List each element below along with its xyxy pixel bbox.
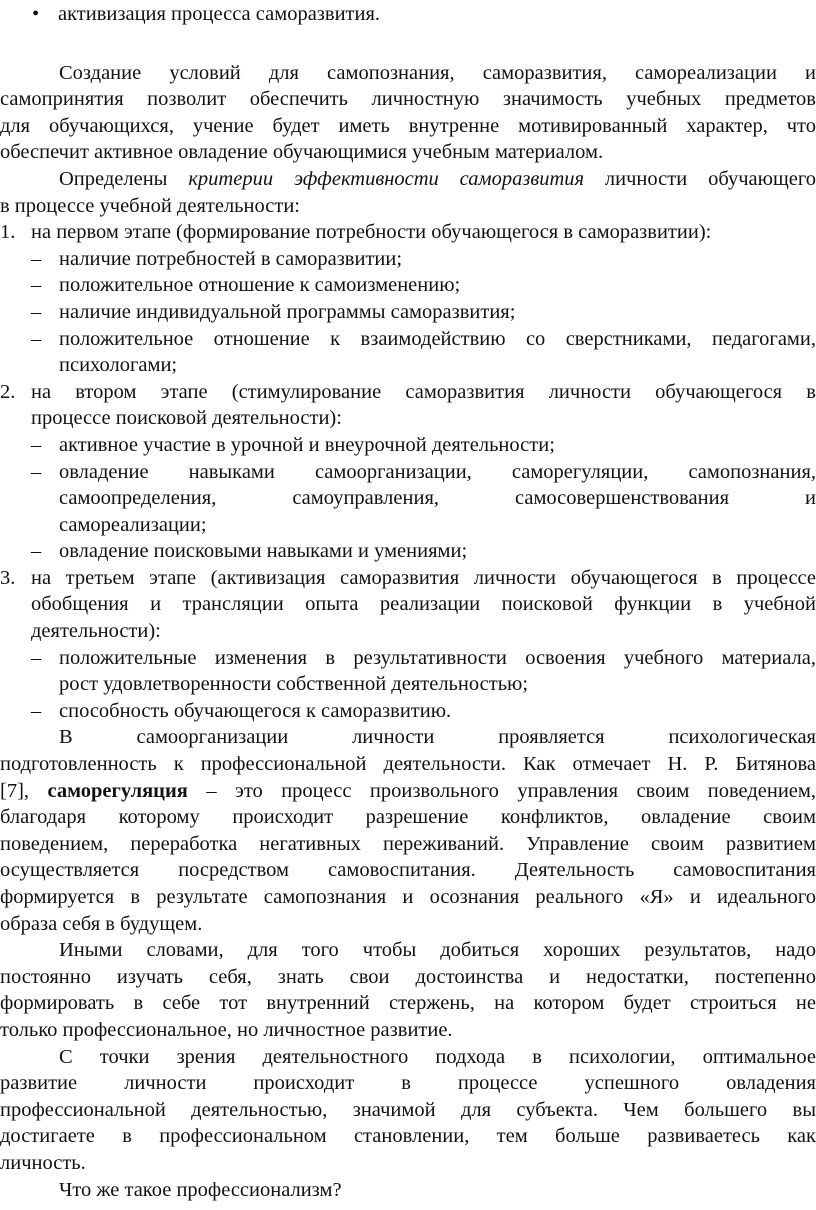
text-line: в процессе учебной деятельности: — [0, 194, 300, 217]
text-line: образа себя в будущем. — [0, 912, 203, 935]
dash-icon: – — [31, 540, 42, 563]
dash-icon: – — [31, 247, 42, 270]
text-line — [0, 166, 816, 193]
text-line: достигаете в профессиональном становлении, тем больше развиваетесь как — [0, 1125, 816, 1148]
bullet-text: активизация процесса саморазвития. — [58, 3, 381, 25]
text-line: для обучающихся, учение будет иметь внутренне мотивированный характер, что — [0, 114, 816, 137]
text-line: профессиональной деятельностью, значимой для субъекта. Чем большего вы — [0, 1098, 816, 1121]
item-line: самореализации; — [59, 513, 207, 536]
citation: [7], — [0, 779, 48, 802]
item-text: активное участие в урочной и внеурочной деятельности; — [59, 433, 555, 456]
stage-2-list-item — [0, 379, 816, 565]
item-text: положительные изменения в результативности освоения учебного материала, — [59, 646, 816, 669]
item-line: психологами; — [59, 354, 178, 377]
dash-item — [0, 432, 816, 459]
question-line: Что же такое профессионализм? — [59, 1178, 342, 1201]
dash-icon: – — [31, 433, 42, 456]
item-text: способность обучающегося к саморазвитию. — [59, 699, 452, 722]
item-line: рост удовлетворенности собственной деятельностью; — [59, 673, 529, 696]
bold-term: саморегуляция — [47, 779, 188, 802]
item-text: овладение навыками самоорганизации, саморегуляции, самопознания, — [59, 460, 816, 483]
list-number: 3. — [0, 566, 16, 589]
stage-2-text: на втором этапе (стимулирование саморазвития личности обучающегося в — [31, 380, 816, 403]
list-number: 2. — [0, 380, 16, 403]
text-line — [0, 778, 816, 805]
italic-term: критерии эффективности саморазвития — [188, 167, 585, 190]
top-bullet-item — [2, 1, 816, 28]
text-span: – это процесс произвольного управления своим поведением, — [187, 779, 816, 802]
text-line: постоянно изучать себя, знать свои достоинства и недостатки, постепенно — [0, 965, 816, 988]
item-line: самоопределения, самоуправления, самосовершенствования и — [59, 487, 816, 510]
text-line: поведением, переработка негативных переживаний. Управление своим развитием — [0, 832, 816, 855]
item-line — [0, 326, 816, 353]
dash-item — [0, 698, 816, 725]
dash-item — [0, 326, 816, 379]
item-line — [0, 645, 816, 672]
text-line: Создание условий для самопознания, саморазвития, самореализации и — [59, 61, 816, 84]
dash-item — [0, 459, 816, 539]
item-text: наличие потребностей в саморазвитии; — [59, 247, 403, 270]
item-text: положительное отношение к самоизменению; — [59, 274, 461, 297]
text-line: Иными словами, для того чтобы добиться хороших результатов, надо — [59, 939, 816, 962]
numbered-line — [0, 565, 816, 592]
text-line: личность. — [0, 1151, 86, 1174]
numbered-line — [0, 219, 816, 246]
dash-item — [0, 299, 816, 326]
spacer — [0, 28, 816, 53]
dash-item — [0, 538, 816, 565]
paragraph-self-regulation — [0, 724, 816, 937]
bullet-icon: • — [32, 3, 40, 25]
item-text: положительное отношение к взаимодействию со сверстниками, педагогами, — [59, 327, 816, 350]
dash-icon: – — [31, 327, 42, 350]
text-line: формировать в себе тот внутренний стержень, на котором будет строиться не — [0, 992, 816, 1015]
dash-item — [0, 272, 816, 299]
paragraph-activity-approach — [0, 1044, 816, 1177]
stage-1-list-item — [0, 219, 816, 379]
item-text: наличие индивидуальной программы саморазвития; — [59, 300, 516, 323]
text-span: Определены — [59, 167, 189, 190]
text-line: обеспечит активное овладение обучающимися учебным материалом. — [0, 141, 604, 164]
numbered-line: процессе поисковой деятельности): — [31, 407, 342, 430]
text-line: подготовленность к профессиональной деятельности. Как отмечает Н. Р. Битянова — [0, 753, 816, 776]
paragraph-conditions — [0, 60, 816, 166]
text-line: С точки зрения деятельностного подхода в психологии, оптимальное — [59, 1045, 816, 1068]
dash-icon: – — [31, 300, 42, 323]
numbered-line: деятельности): — [31, 620, 161, 643]
list-number: 1. — [0, 221, 16, 244]
numbered-line — [0, 379, 816, 406]
text-line: развитие личности происходит в процессе успешного овладения — [0, 1072, 816, 1095]
paragraph-in-other-words — [0, 937, 816, 1043]
stage-1-text: на первом этапе (формирование потребности обучающегося в саморазвитии): — [31, 221, 712, 244]
numbered-line: обобщения и трансляции опыта реализации поисковой функции в учебной — [31, 593, 816, 616]
dash-item — [0, 645, 816, 698]
paragraph-criteria — [0, 166, 816, 219]
stage-3-text: на третьем этапе (активизация саморазвития личности обучающегося в процессе — [31, 566, 816, 589]
dash-icon: – — [31, 699, 42, 722]
item-text: овладение поисковыми навыками и умениями; — [59, 540, 468, 563]
text-line: формируется в результате самопознания и осознания реального «Я» и идеального — [0, 886, 816, 908]
stage-3-list-item — [0, 565, 816, 725]
item-line — [0, 459, 816, 486]
dash-item — [0, 246, 816, 273]
text-line: самопринятия позволит обеспечить личностную значимость учебных предметов — [0, 88, 816, 111]
text-line: В самоорганизации личности проявляется психологическая — [59, 726, 816, 749]
text-line: только профессиональное, но личностное развитие. — [0, 1018, 453, 1041]
text-span: личности обучающего — [584, 167, 816, 190]
dash-icon: – — [31, 460, 42, 483]
dash-icon: – — [31, 274, 42, 297]
text-line: благодаря которому происходит разрешение конфликтов, овладение своим — [0, 806, 816, 829]
text-line: осуществляется посредством самовоспитания. Деятельность самовоспитания — [0, 859, 816, 882]
dash-icon: – — [31, 646, 42, 669]
